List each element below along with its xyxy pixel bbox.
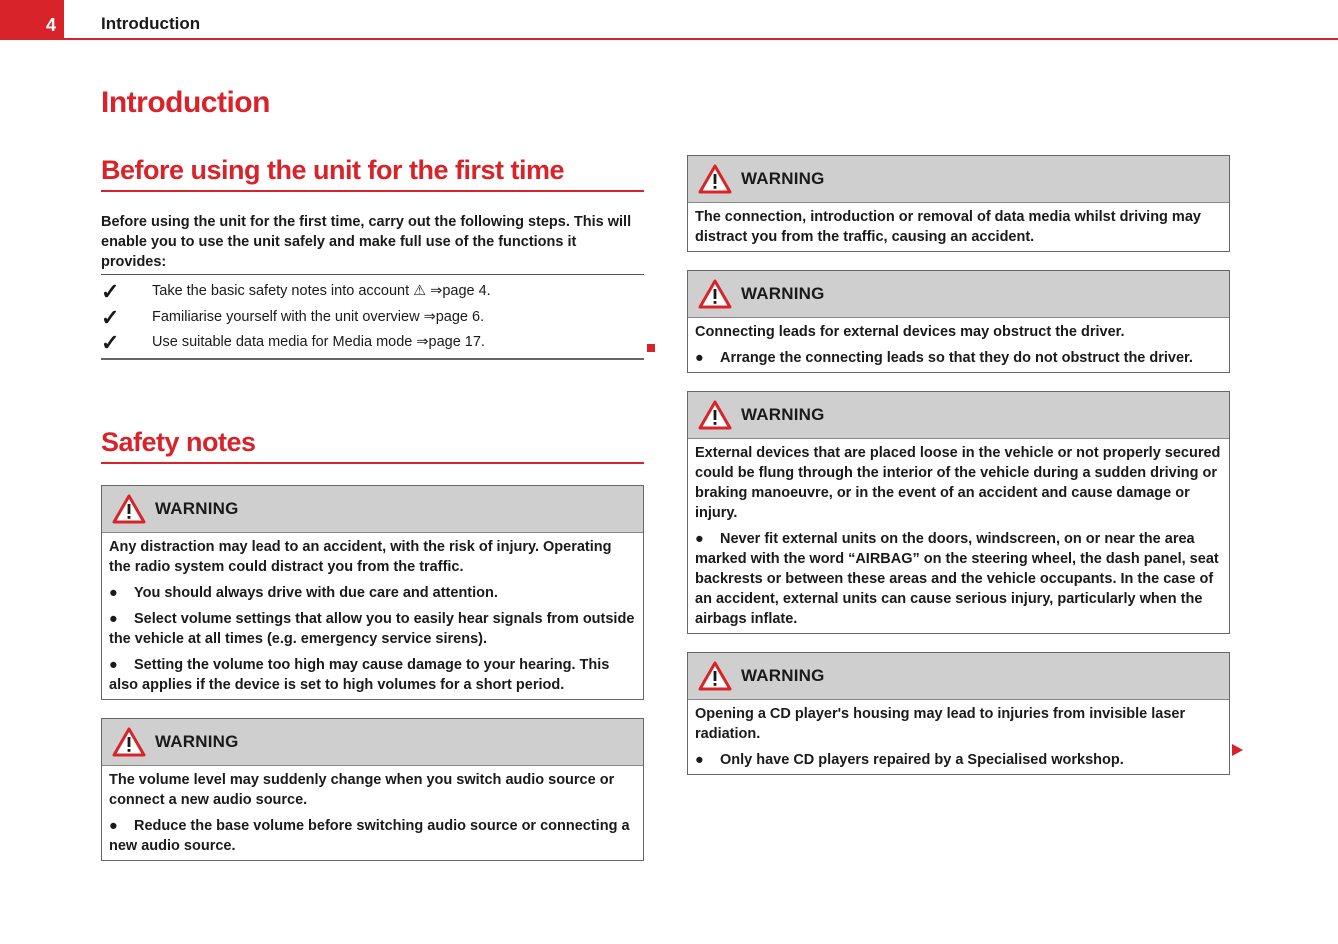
warning-box xyxy=(687,155,1230,252)
check-icon: ✓ xyxy=(101,330,120,355)
warning-bullet-text: Never fit external units on the doors, windscreen, on or near the area marked with the word “AIRBAG” on the steering wheel, the dash panel, seat backrests or between these areas and the vehicle occupants. In the case of an accident, external units can cause serious injury, particularly when the airbags inflate. xyxy=(695,531,1219,627)
warning-header xyxy=(688,156,1229,203)
chapter-title: Introduction xyxy=(101,86,270,119)
bullet-icon: ● xyxy=(695,531,704,547)
checklist-item xyxy=(101,279,644,305)
warning-label: WARNING xyxy=(741,169,825,188)
warning-bullet-text: Setting the volume too high may cause damage to your hearing. This also applies if the device is set to high volumes for a short period. xyxy=(109,656,610,693)
warning-text: Opening a CD player's housing may lead to injuries from invisible laser radiation. xyxy=(695,706,1186,742)
running-header-title: Introduction xyxy=(101,14,201,33)
bullet-icon: ● xyxy=(109,817,118,834)
warning-text: The volume level may suddenly change when you switch audio source or connect a new audio source. xyxy=(109,771,615,808)
warning-bullet-item xyxy=(695,348,1221,368)
section-heading-safety-notes: Safety notes xyxy=(101,424,644,464)
warning-body xyxy=(102,766,643,860)
warning-bullet-item xyxy=(109,609,635,649)
warning-box xyxy=(687,391,1230,634)
warnings-left xyxy=(101,485,644,861)
intro-paragraph: Before using the unit for the first time, carry out the following steps. This will enable you to use the unit safely and make full use of the functions it provides: xyxy=(101,212,644,275)
warning-box xyxy=(101,485,644,700)
checklist-item xyxy=(101,305,644,331)
bullet-icon: ● xyxy=(695,752,704,768)
warning-triangle-icon xyxy=(112,494,146,524)
warning-body xyxy=(688,203,1229,251)
warning-header xyxy=(688,392,1229,439)
warning-label: WARNING xyxy=(741,405,825,424)
warning-body xyxy=(102,533,643,699)
warning-triangle-icon xyxy=(698,279,732,309)
check-icon: ✓ xyxy=(101,304,120,330)
warning-bullet-text: You should always drive with due care and attention. xyxy=(134,584,498,601)
warning-bullet-text: Select volume settings that allow you to easily hear signals from outside the vehicle at all times (e.g. emergency service sirens). xyxy=(109,610,635,647)
warning-triangle-icon xyxy=(698,400,732,430)
bullet-icon: ● xyxy=(695,350,704,366)
check-icon: ✓ xyxy=(101,279,120,304)
page-number: 4 xyxy=(45,15,56,35)
warning-bullet-item xyxy=(109,655,635,695)
warning-label: WARNING xyxy=(741,284,825,303)
warning-text: Any distraction may lead to an accident, with the risk of injury. Operating the radio system could distract you from the traffic. xyxy=(109,538,612,575)
warning-box xyxy=(687,652,1230,775)
section-heading-before-using: Before using the unit for the first time xyxy=(101,152,644,192)
warning-header xyxy=(688,271,1229,318)
warning-header xyxy=(102,719,643,766)
warning-text: The connection, introduction or removal of data media whilst driving may distract you from the traffic, causing an accident. xyxy=(695,209,1201,245)
warnings-right xyxy=(687,155,1230,775)
header-rule xyxy=(64,38,1338,40)
warning-header xyxy=(688,653,1229,700)
right-column xyxy=(687,155,1230,793)
warning-label: WARNING xyxy=(741,666,825,685)
warning-triangle-icon xyxy=(112,727,146,757)
warning-body xyxy=(688,700,1229,774)
warning-bullet-item xyxy=(109,816,635,856)
warning-bullet-item xyxy=(109,583,635,603)
warning-bullet-item xyxy=(695,750,1221,770)
warning-text: External devices that are placed loose in the vehicle or not properly secured could be flung through the interior of the vehicle during a sudden driving or braking manoeuvre, or in the event of an accident and cause damage or injury. xyxy=(695,445,1221,521)
warning-triangle-icon xyxy=(698,661,732,691)
checklist-item-text[interactable]: Take the basic safety notes into account ⚠ ⇒page 4. xyxy=(152,283,491,299)
checklist-item xyxy=(101,330,644,356)
warning-body xyxy=(688,439,1229,633)
checklist-item-text[interactable]: Familiarise yourself with the unit overview ⇒page 6. xyxy=(152,308,485,325)
warning-body xyxy=(688,318,1229,372)
bullet-icon: ● xyxy=(109,610,118,627)
warning-label: WARNING xyxy=(155,498,239,518)
page-number-tab xyxy=(0,0,64,40)
warning-bullet-item xyxy=(695,529,1221,629)
warning-bullet-text: Arrange the connecting leads so that they do not obstruct the driver. xyxy=(720,350,1193,366)
warning-label: WARNING xyxy=(155,731,239,751)
warning-text: Connecting leads for external devices may obstruct the driver. xyxy=(695,324,1125,340)
checklist-item-text[interactable]: Use suitable data media for Media mode ⇒page 17. xyxy=(152,334,485,350)
checklist xyxy=(101,275,644,360)
warning-triangle-icon xyxy=(698,164,732,194)
warning-box xyxy=(687,270,1230,373)
warning-header xyxy=(102,486,643,533)
safety-notes-section xyxy=(101,424,644,861)
warning-box xyxy=(101,718,644,861)
bullet-icon: ● xyxy=(109,656,118,673)
next-page-arrow-icon[interactable] xyxy=(1232,744,1243,756)
section-end-marker xyxy=(647,344,655,352)
left-column xyxy=(101,152,644,879)
warning-bullet-text: Reduce the base volume before switching audio source or connecting a new audio source. xyxy=(109,817,630,854)
warning-bullet-text: Only have CD players repaired by a Specialised workshop. xyxy=(720,752,1124,768)
bullet-icon: ● xyxy=(109,584,118,601)
